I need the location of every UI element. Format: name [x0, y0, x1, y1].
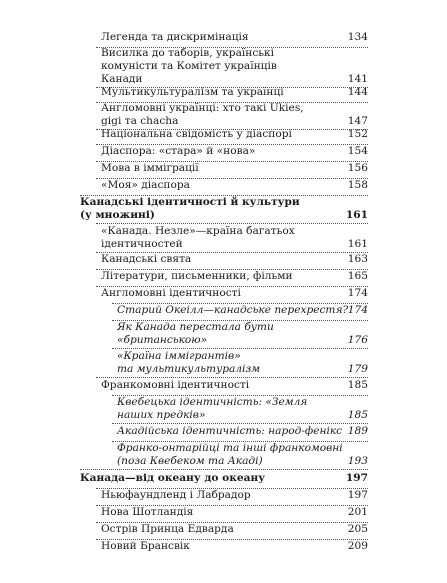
toc-entry-title: (поза Квебеком та Акаді): [117, 455, 263, 467]
toc-entry-page: 174: [347, 304, 368, 316]
dotted-separator: [80, 469, 368, 470]
toc-entry-page: 193: [347, 455, 368, 467]
toc-entry-page: 185: [347, 379, 368, 391]
toc-entry-page: 161: [345, 209, 368, 221]
toc-entry-title: «Моя» діаспора: [101, 179, 190, 191]
toc-entry-title: (у множині): [80, 209, 155, 221]
toc-entry-title: «Країна іммігрантів»: [117, 350, 241, 362]
toc-entry-title: Нова Шотландія: [101, 506, 194, 518]
toc-entry-title: ідентичностей: [101, 238, 183, 250]
toc-entry-title: Ньюфаундленд і Лабрадор: [101, 489, 251, 501]
toc-entry-title: Квебецька ідентичність: «Земля: [117, 396, 308, 408]
toc-entry-title: Канада—від океану до океану: [80, 472, 265, 484]
toc-entry-page: 201: [347, 506, 368, 518]
toc-entry-page: 174: [347, 287, 368, 299]
toc-entry-title: Як Канада перестала бути: [117, 321, 274, 333]
toc-entry-page: 147: [347, 115, 368, 127]
toc-entry-title: Англомовні українці: хто такі Ukies,: [101, 102, 304, 114]
toc-entry-title: та мультикультуралізм: [117, 363, 261, 375]
toc-entry-page: 197: [347, 489, 368, 501]
dotted-separator: [112, 423, 368, 424]
toc-entry-page: 141: [347, 73, 368, 85]
toc-entry-title: Новий Брансвік: [101, 540, 190, 552]
toc-entry-title: Мультикультуралізм та українці: [101, 86, 284, 98]
toc-entry-title: Легенда та дискримінація: [101, 31, 249, 43]
dotted-separator: [96, 377, 368, 378]
toc-entry-title: Старий Океілл—канадське перехрестя?: [117, 304, 349, 316]
toc-entry-page: 189: [347, 425, 368, 437]
toc-entry-title: Діаспора: «стара» й «нова»: [101, 145, 256, 157]
toc-entry-title: Літератури, письменники, фільми: [101, 270, 293, 282]
toc-entry-page: 154: [347, 145, 368, 157]
toc-entry-page: 144: [347, 86, 368, 98]
toc-entry-page: 205: [347, 523, 368, 535]
toc-entry-page: 209: [347, 540, 368, 552]
dotted-separator: [112, 348, 368, 349]
toc-entry-page: 176: [347, 334, 368, 346]
toc-entry-page: 152: [347, 128, 368, 140]
toc-entry-title: Канадські ідентичності й культури: [80, 196, 300, 208]
toc-entry-title: Національна свідомість у діаспорі: [101, 128, 292, 140]
toc-entry-page: 165: [347, 270, 368, 282]
toc-entry-title: Канадські свята: [101, 253, 192, 265]
toc-entry-page: 134: [347, 31, 368, 43]
toc-entry-title: Канади: [101, 73, 143, 85]
toc-entry-title: Франко-онтарійці та інші франкомовні: [117, 442, 343, 454]
toc-entry-page: 179: [347, 363, 368, 375]
toc-entry-page: 197: [345, 472, 368, 484]
toc-entry-title: Мова в імміграції: [101, 162, 199, 174]
toc-entry-title: Англомовні ідентичності: [101, 287, 241, 299]
toc-entry-page: 163: [347, 253, 368, 265]
toc-entry-page: 158: [347, 179, 368, 191]
toc-entry-page: 185: [347, 409, 368, 421]
dotted-separator: [96, 223, 368, 224]
toc-entry-page: 161: [347, 238, 368, 250]
toc-entry-title: gigi та chacha: [101, 115, 179, 127]
toc-entry-title: наших предків»: [117, 409, 206, 421]
toc-entry-title: Франкомовні ідентичності: [101, 379, 250, 391]
toc-entry-title: «британською»: [117, 334, 208, 346]
toc-entry-title: Акадійська ідентичність: народ-фенікс: [117, 425, 343, 437]
toc-entry-title: Острів Принца Едварда: [101, 523, 234, 535]
toc-entry-page: 156: [347, 162, 368, 174]
toc-entry-title: «Канада. Незле»—країна багатьох: [101, 225, 295, 237]
toc-entry-title: Висилка до таборів, українські: [101, 47, 275, 59]
toc-entry-title: комуністи та Комітет українців: [101, 60, 277, 72]
